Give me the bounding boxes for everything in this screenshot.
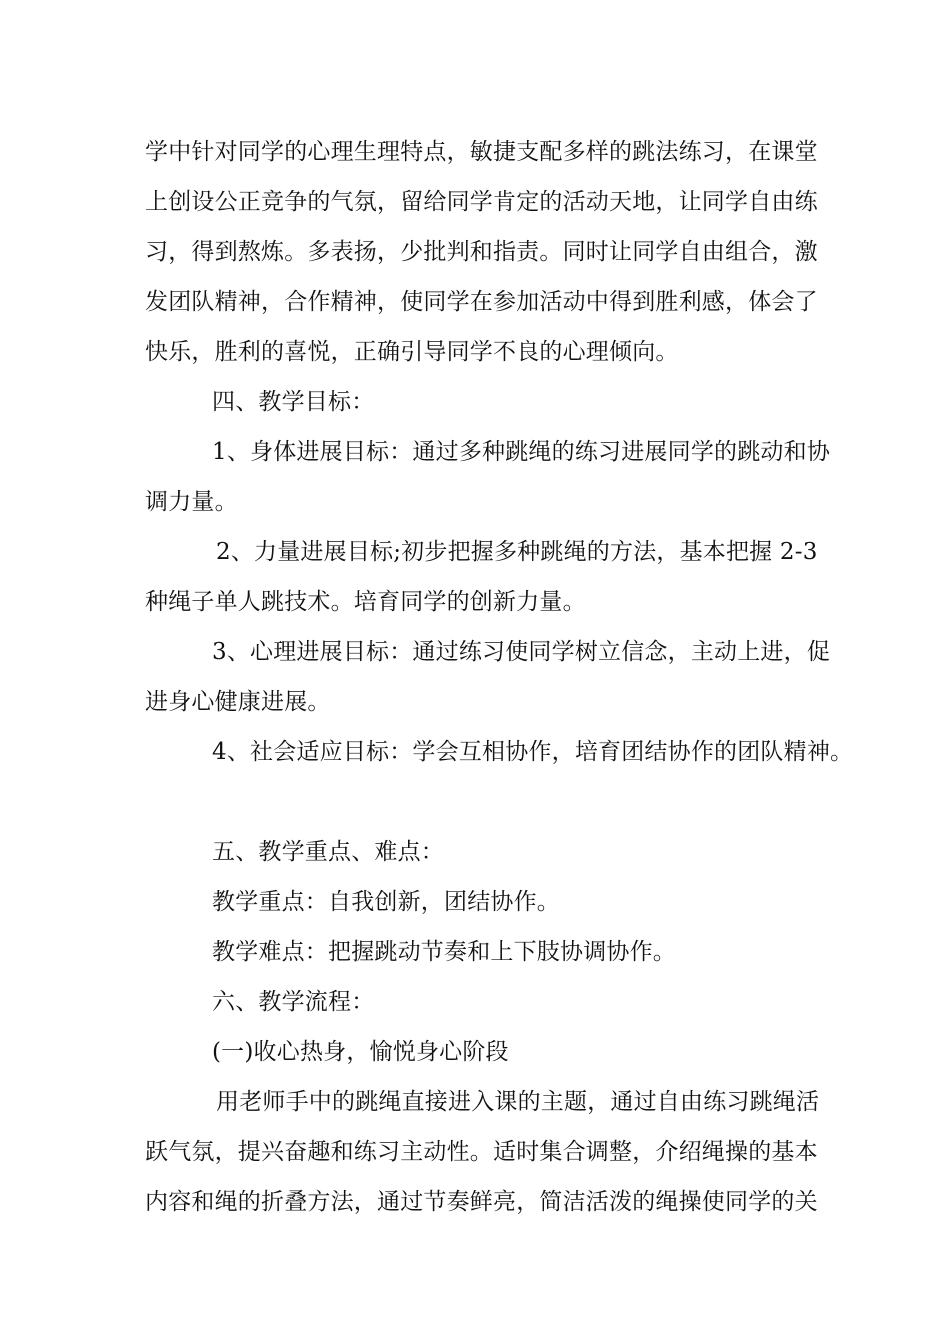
paragraph-line: 内容和绳的折叠方法，通过节奏鲜亮，简洁活泼的绳操使同学的关 [145,1189,818,1215]
paragraph-line: 种绳子单人跳技术。培育同学的创新力量。 [145,589,586,615]
section-heading: 五、教学重点、难点： [212,839,444,865]
paragraph-line: 快乐，胜利的喜悦，正确引导同学不良的心理倾向。 [145,339,679,365]
paragraph-line: 调力量。 [145,489,238,515]
paragraph-line: 2、力量进展目标;初步把握多种跳绳的方法，基本把握 2-3 [216,539,818,565]
paragraph-line: 进身心健康进展。 [145,689,331,715]
section-heading: 四、教学目标： [212,389,375,415]
paragraph-line: 4、社会适应目标：学会互相协作，培育团结协作的团队精神。 [212,739,854,765]
paragraph-line: 习，得到熬炼。多表扬，少批判和指责。同时让同学自由组合，激 [145,239,818,265]
paragraph-line: 3、心理进展目标：通过练习使同学树立信念，主动上进，促 [212,639,831,665]
paragraph-line: 用老师手中的跳绳直接进入课的主题，通过自由练习跳绳活 [216,1089,820,1115]
section-heading: 六、教学流程： [212,989,375,1015]
paragraph-line: 发团队精神，合作精神，使同学在参加活动中得到胜利感，体会了 [145,289,818,315]
paragraph-line: 学中针对同学的心理生理特点，敏捷支配多样的跳法练习，在课堂 [145,139,818,165]
paragraph-line: 跃气氛，提兴奋趣和练习主动性。适时集合调整，介绍绳操的基本 [145,1139,818,1165]
paragraph-line: 教学重点：自我创新，团结协作。 [212,889,560,915]
paragraph-line: 上创设公正竞争的气氛，留给同学肯定的活动天地，让同学自由练 [145,189,818,215]
subsection-heading: (一)收心热身，愉悦身心阶段 [212,1039,509,1065]
paragraph-line: 教学难点：把握跳动节奏和上下肢协调协作。 [212,939,676,965]
paragraph-line: 1、身体进展目标：通过多种跳绳的练习进展同学的跳动和协 [212,439,831,465]
